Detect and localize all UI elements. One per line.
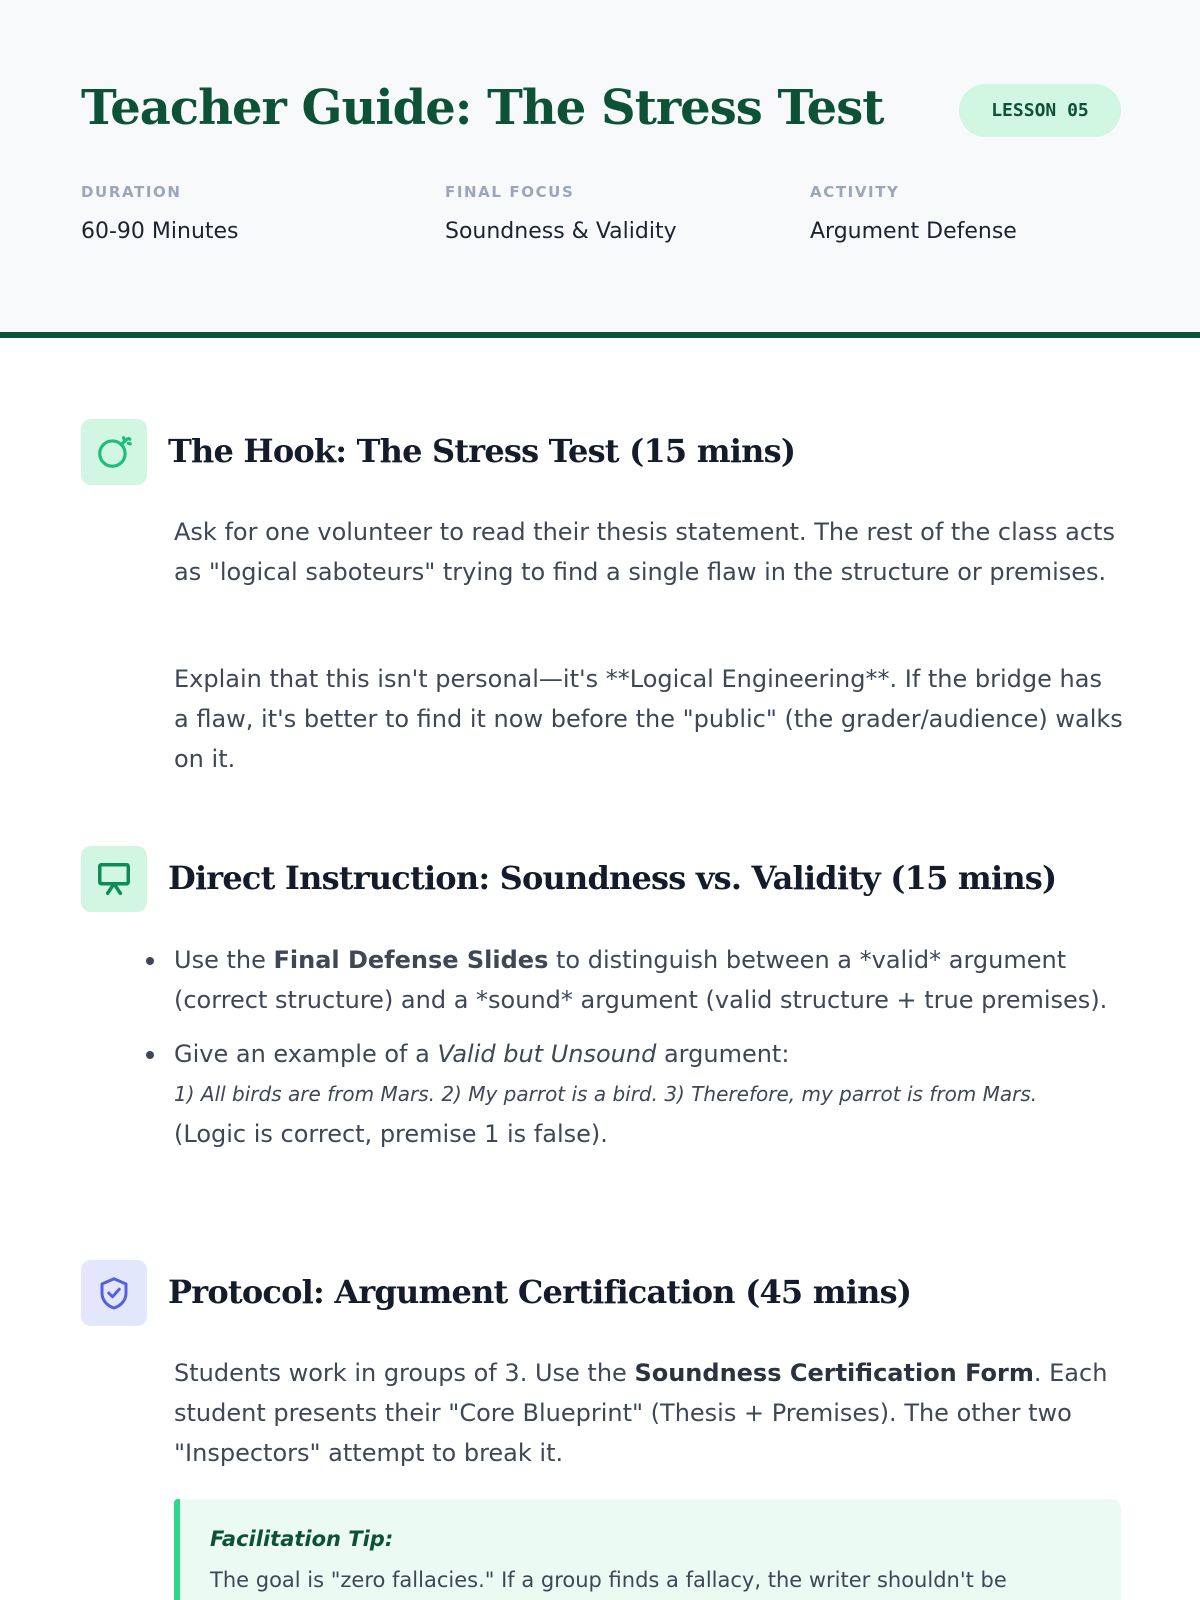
meta-label: FINAL FOCUS xyxy=(445,183,575,201)
lesson-header xyxy=(0,0,1200,338)
meta-final-focus xyxy=(445,183,677,244)
presentation-board-icon xyxy=(81,846,147,912)
meta-value: Soundness & Validity xyxy=(445,219,677,244)
hook-paragraph-2: Explain that this isn't personal—it's **Logical Engineering**. If the bridge has a flaw, it's better to find it now before the "public" (the grader/audience) walks on it. xyxy=(174,665,1123,773)
facilitation-tip-callout xyxy=(174,1499,1121,1600)
bomb-icon xyxy=(81,419,147,485)
section-title: The Hook: The Stress Test (15 mins) xyxy=(168,432,796,470)
list-item: Give an example of a Valid but Unsound argument: 1) All birds are from Mars. 2) My parrot is a bird. 3) Therefore, my parrot is from Mars. (Logic is correct, premise 1 is false). xyxy=(174,1034,1124,1154)
shield-check-icon xyxy=(81,1260,147,1326)
section-title: Direct Instruction: Soundness vs. Validity (15 mins) xyxy=(168,859,1057,897)
meta-value: 60-90 Minutes xyxy=(81,219,239,244)
meta-duration xyxy=(81,183,239,244)
certification-form-ref: Soundness Certification Form xyxy=(634,1359,1034,1387)
section-title: Protocol: Argument Certification (45 mins) xyxy=(168,1273,912,1311)
meta-label: DURATION xyxy=(81,183,182,201)
page-title: Teacher Guide: The Stress Test xyxy=(81,80,884,136)
instruction-list xyxy=(174,940,1124,1154)
example-argument: 1) All birds are from Mars. 2) My parrot is a bird. 3) Therefore, my parrot is from Mars. xyxy=(174,1082,1038,1106)
meta-label: ACTIVITY xyxy=(810,183,900,201)
tip-label: Facilitation Tip: xyxy=(210,1527,394,1551)
hook-paragraph-1: Ask for one volunteer to read their thesis statement. The rest of the class acts as "logical saboteurs" trying to find a single flaw in the structure or premises. xyxy=(174,518,1115,586)
list-item: Use the Final Defense Slides to distinguish between a *valid* argument (correct structure) and a *sound* argument (valid structure + true premises). xyxy=(174,940,1124,1020)
tip-text: The goal is "zero fallacies." If a group finds a fallacy, the writer shouldn't be xyxy=(210,1568,1007,1592)
meta-activity xyxy=(810,183,1017,244)
final-defense-slides-ref: Final Defense Slides xyxy=(273,946,549,974)
lesson-badge: LESSON 05 xyxy=(959,84,1121,137)
protocol-paragraph: Students work in groups of 3. Use the Soundness Certification Form. Each student presents their "Core Blueprint" (Thesis + Premises). The other two "Inspectors" attempt to break it. xyxy=(174,1359,1108,1467)
meta-value: Argument Defense xyxy=(810,219,1017,244)
example-note: (Logic is correct, premise 1 is false). xyxy=(174,1120,608,1148)
